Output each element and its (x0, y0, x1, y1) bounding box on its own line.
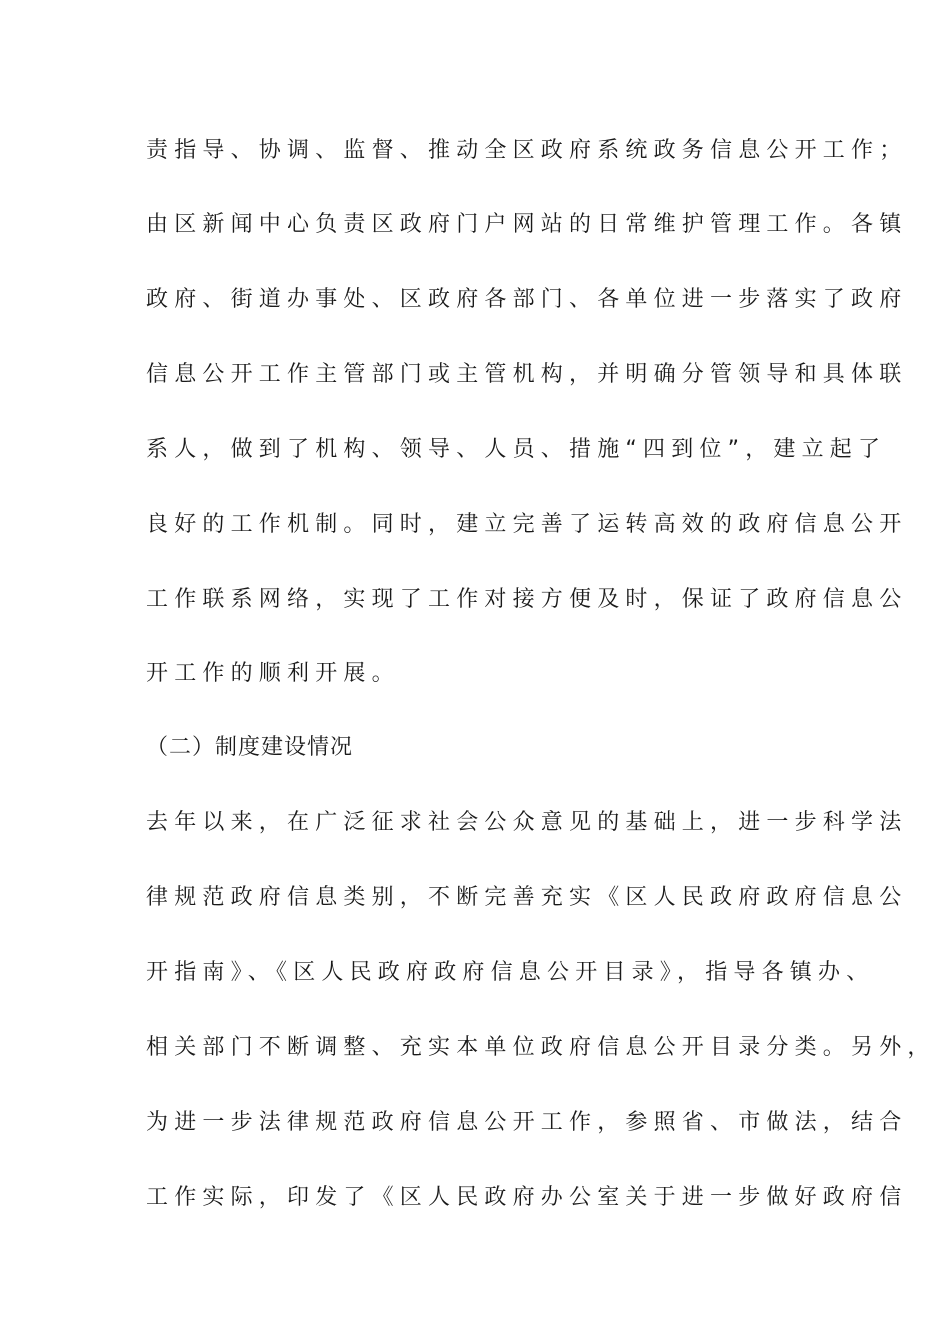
paragraph-1-line-2: 由区新闻中心负责区政府门户网站的日常维护管理工作。各镇 (146, 212, 908, 237)
paragraph-1-line-4: 信息公开工作主管部门或主管机构，并明确分管领导和具体联 (146, 362, 908, 387)
paragraph-1-line-5: 系人，做到了机构、领导、人员、措施“四到位”，建立起了 (146, 437, 887, 462)
paragraph-1-line-6: 良好的工作机制。同时，建立完善了运转高效的政府信息公开 (146, 512, 908, 537)
paragraph-2-line-4: 相关部门不断调整、充实本单位政府信息公开目录分类。另外， (146, 1035, 936, 1060)
paragraph-1-line-1: 责指导、协调、监督、推动全区政府系统政务信息公开工作； (146, 138, 908, 163)
paragraph-2-line-6: 工作实际，印发了《区人民政府办公室关于进一步做好政府信 (146, 1185, 908, 1210)
paragraph-2-line-1: 去年以来，在广泛征求社会公众意见的基础上，进一步科学法 (146, 810, 908, 835)
paragraph-2-line-2: 律规范政府信息类别，不断完善充实《区人民政府政府信息公 (146, 885, 908, 910)
paragraph-1-line-3: 政府、街道办事处、区政府各部门、各单位进一步落实了政府 (146, 287, 908, 312)
paragraph-1-line-8: 开工作的顺利开展。 (146, 661, 400, 686)
paragraph-2-line-5: 为进一步法律规范政府信息公开工作，参照省、市做法，结合 (146, 1110, 908, 1135)
paragraph-2-line-3: 开指南》、《区人民政府政府信息公开目录》，指导各镇办、 (146, 960, 875, 985)
paragraph-1-line-7: 工作联系网络，实现了工作对接方便及时，保证了政府信息公 (146, 587, 908, 612)
section-heading: （二）制度建设情况 (146, 735, 354, 760)
